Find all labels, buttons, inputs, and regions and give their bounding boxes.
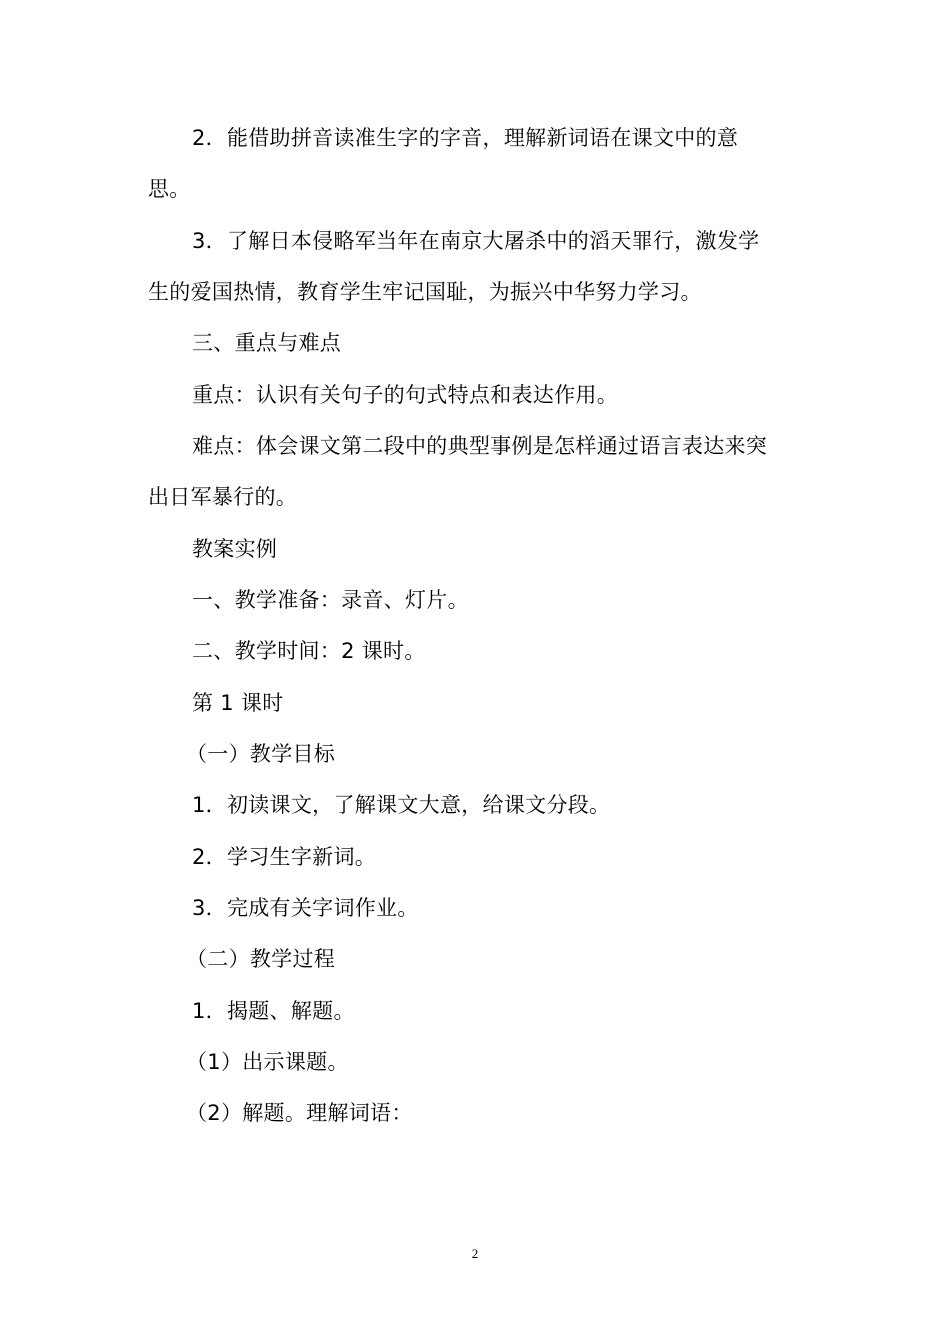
key-point-text: 重点：认识有关句子的句式特点和表达作用。	[192, 383, 618, 407]
teaching-time: 二、教学时间：2 课时。	[192, 639, 426, 663]
process-substep-2: （2）解题。理解词语：	[186, 1101, 413, 1125]
objective-item-1: 1．初读课文，了解课文大意，给课文分段。	[192, 793, 611, 817]
difficulty-line-2: 出日军暴行的。	[148, 485, 298, 509]
lesson-heading: 第 1 课时	[192, 691, 284, 715]
difficulty-line-1: 难点：体会课文第二段中的典型事例是怎样通过语言表达来突	[192, 434, 768, 458]
goal-item-2-line-2: 思。	[148, 177, 191, 201]
process-step-1: 1．揭题、解题。	[192, 999, 355, 1023]
goal-item-3-line-1: 3．了解日本侵略军当年在南京大屠杀中的滔天罪行，激发学	[192, 229, 760, 253]
teaching-preparation: 一、教学准备：录音、灯片。	[192, 588, 469, 612]
section-heading-key-points: 三、重点与难点	[192, 331, 342, 355]
page-number: 2	[471, 1246, 479, 1261]
lesson-plan-heading: 教案实例	[192, 537, 278, 561]
process-substep-1: （1）出示课题。	[186, 1050, 349, 1074]
objective-item-3: 3．完成有关字词作业。	[192, 896, 419, 920]
objective-item-2: 2．学习生字新词。	[192, 845, 377, 869]
goal-item-2-line-1: 2．能借助拼音读准生字的字音，理解新词语在课文中的意	[192, 126, 739, 150]
goal-item-3-line-2: 生的爱国热情，教育学生牢记国耻，为振兴中华努力学习。	[148, 280, 702, 304]
teaching-objectives-heading: （一）教学目标	[186, 742, 336, 766]
teaching-process-heading: （二）教学过程	[186, 947, 336, 971]
